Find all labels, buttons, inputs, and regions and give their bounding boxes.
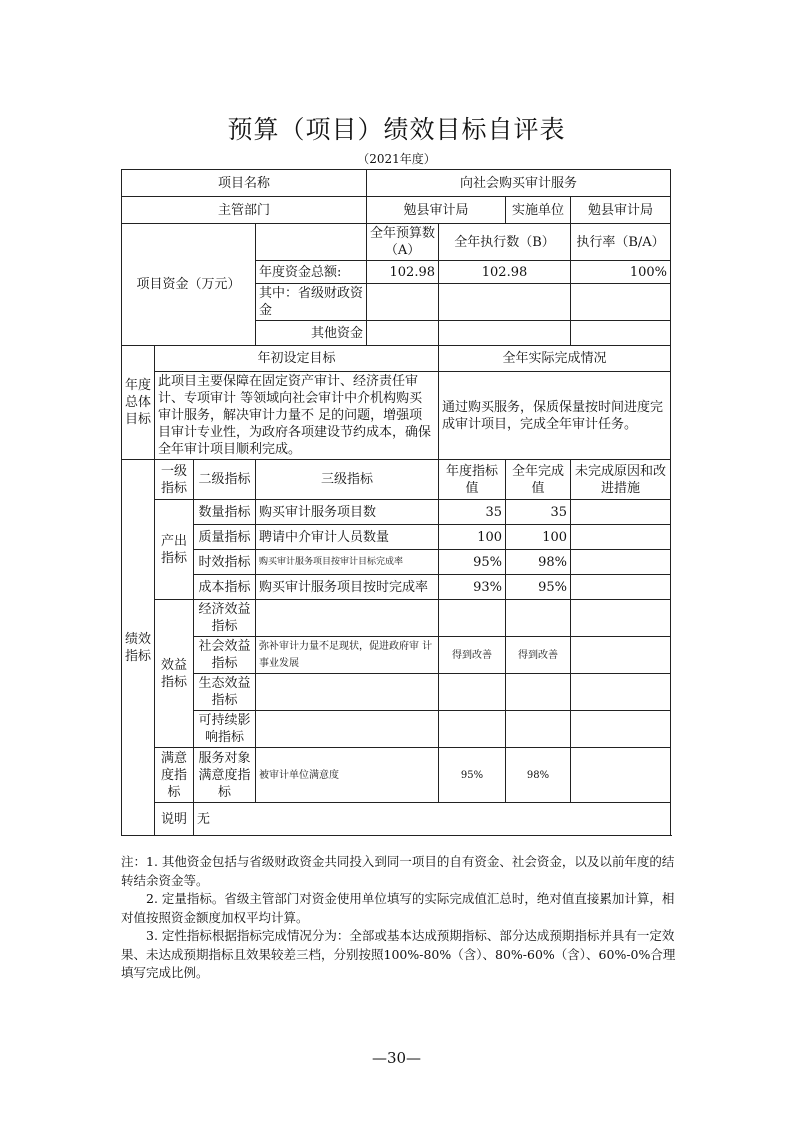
funds-row-exec xyxy=(439,284,571,321)
funds-row-rate xyxy=(571,284,671,321)
report-year: （2021年度） xyxy=(357,152,436,166)
project-name-label: 项目名称 xyxy=(122,170,367,197)
ind-l2: 质量指标 xyxy=(194,525,256,550)
ind-actual: 35 xyxy=(506,500,571,525)
page-title: 预算（项目）绩效目标自评表 xyxy=(227,115,566,144)
goals-set-text: 此项目主要保障在固定资产审计、经济责任审计、专项审计 等领域向社会审计中介机构购买审计服务，解决审计力量不 足的问题，增强项目审计专业性，为政府各项建设节约成本，确保全年审计项目顺利完成。 xyxy=(155,372,439,460)
ind-reason xyxy=(571,550,671,575)
ind-actual: 得到改善 xyxy=(506,637,571,674)
funds-row-exec: 102.98 xyxy=(439,261,571,284)
ind-header-l1: 一级指标 xyxy=(155,460,194,500)
goals-col-actual: 全年实际完成情况 xyxy=(439,346,671,372)
ind-reason xyxy=(571,748,671,803)
goals-label: 年度总体目标 xyxy=(122,346,155,460)
ind-header-l3: 三级指标 xyxy=(256,460,439,500)
ind-l3: 弥补审计力量不足现状，促进政府审 计事业发展 xyxy=(256,637,439,674)
ind-actual: 100 xyxy=(506,525,571,550)
ind-reason xyxy=(571,674,671,711)
funds-row-rate xyxy=(571,321,671,346)
ind-l2: 生态效益指标 xyxy=(194,674,256,711)
output-indicators-label: 产出指标 xyxy=(155,500,194,600)
ind-target: 100 xyxy=(439,525,506,550)
ind-target: 得到改善 xyxy=(439,637,506,674)
goals-actual-text: 通过购买服务，保质保量按时间进度完成审计项目，完成全年审计任务。 xyxy=(439,372,671,460)
funds-col-exec: 全年执行数（B） xyxy=(439,224,571,261)
self-evaluation-table xyxy=(121,169,671,836)
ind-actual xyxy=(506,600,571,637)
funds-row-exec xyxy=(439,321,571,346)
ind-reason xyxy=(571,575,671,600)
ind-l3 xyxy=(256,711,439,748)
ind-l3 xyxy=(256,600,439,637)
ind-l3: 购买审计服务项目按时完成率 xyxy=(256,575,439,600)
footnote: 3. 定性指标根据指标完成情况分为：全部或基本达成预期指标、部分达成预期指标并具有一定效果、未达成预期指标且效果较差三档，分别按照100%-80%（含）、80%-60%（含）、60%-0%合理填写完成比例。 xyxy=(121,928,676,980)
funds-row-budget xyxy=(367,321,439,346)
ind-target: 93% xyxy=(439,575,506,600)
goals-col-set: 年初设定目标 xyxy=(155,346,439,372)
ind-l2: 服务对象满意度指标 xyxy=(194,748,256,803)
ind-l3 xyxy=(256,674,439,711)
dept-value: 勉县审计局 xyxy=(367,197,506,224)
page-number: —30— xyxy=(371,1049,422,1067)
ind-l3: 购买审计服务项目数 xyxy=(256,500,439,525)
funds-row-label: 年度资金总额: xyxy=(256,261,367,284)
funds-header-blank xyxy=(256,224,367,261)
ind-l2: 社会效益指标 xyxy=(194,637,256,674)
funds-label: 项目资金（万元） xyxy=(122,224,256,346)
project-name-value: 向社会购买审计服务 xyxy=(367,170,671,197)
ind-target xyxy=(439,711,506,748)
ind-l2: 经济效益指标 xyxy=(194,600,256,637)
ind-header-actual: 全年完成值 xyxy=(506,460,571,500)
dept-label: 主管部门 xyxy=(122,197,367,224)
ind-l2: 数量指标 xyxy=(194,500,256,525)
ind-target xyxy=(439,600,506,637)
funds-row-rate: 100% xyxy=(571,261,671,284)
ind-target xyxy=(439,674,506,711)
ind-target: 95% xyxy=(439,550,506,575)
ind-header-l2: 二级指标 xyxy=(194,460,256,500)
ind-header-reason: 未完成原因和改进措施 xyxy=(571,460,671,500)
funds-row-budget xyxy=(367,284,439,321)
indicators-label: 绩效指标 xyxy=(122,460,155,836)
benefit-indicators-label: 效益指标 xyxy=(155,600,194,748)
footnote: 2. 定量指标。省级主管部门对资金使用单位填写的实际完成值汇总时，绝对值直接累加计算，相对值按照资金额度加权平均计算。 xyxy=(121,891,675,925)
note-value: 无 xyxy=(194,803,671,836)
ind-l3: 被审计单位满意度 xyxy=(256,748,439,803)
ind-reason xyxy=(571,500,671,525)
ind-l2: 可持续影响指标 xyxy=(194,711,256,748)
ind-reason xyxy=(571,711,671,748)
ind-actual xyxy=(506,674,571,711)
ind-reason xyxy=(571,600,671,637)
ind-header-target: 年度指标值 xyxy=(439,460,506,500)
funds-col-rate: 执行率（B/A） xyxy=(571,224,671,261)
funds-row-budget: 102.98 xyxy=(367,261,439,284)
footnote: 注：1. 其他资金包括与省级财政资金共同投入到同一项目的自有资金、社会资金，以及以前年度的结转结余资金等。 xyxy=(121,854,675,888)
ind-l2: 成本指标 xyxy=(194,575,256,600)
ind-l3: 聘请中介审计人员数量 xyxy=(256,525,439,550)
ind-target: 35 xyxy=(439,500,506,525)
funds-row-label: 其他资金 xyxy=(256,321,367,346)
ind-actual xyxy=(506,711,571,748)
note-label: 说明 xyxy=(155,803,194,836)
satisfaction-indicators-label: 满意度指标 xyxy=(155,748,194,803)
ind-actual: 98% xyxy=(506,748,571,803)
impl-unit-label: 实施单位 xyxy=(506,197,571,224)
ind-l3: 购买审计服务项目按审计目标完成率 xyxy=(256,550,439,575)
funds-row-label: 其中：省级财政资金 xyxy=(256,284,367,321)
footnotes xyxy=(121,853,676,983)
funds-col-budget: 全年预算数（A） xyxy=(367,224,439,261)
ind-l2: 时效指标 xyxy=(194,550,256,575)
ind-reason xyxy=(571,525,671,550)
ind-actual: 98% xyxy=(506,550,571,575)
impl-unit-value: 勉县审计局 xyxy=(571,197,671,224)
ind-reason xyxy=(571,637,671,674)
ind-target: 95% xyxy=(439,748,506,803)
ind-actual: 95% xyxy=(506,575,571,600)
